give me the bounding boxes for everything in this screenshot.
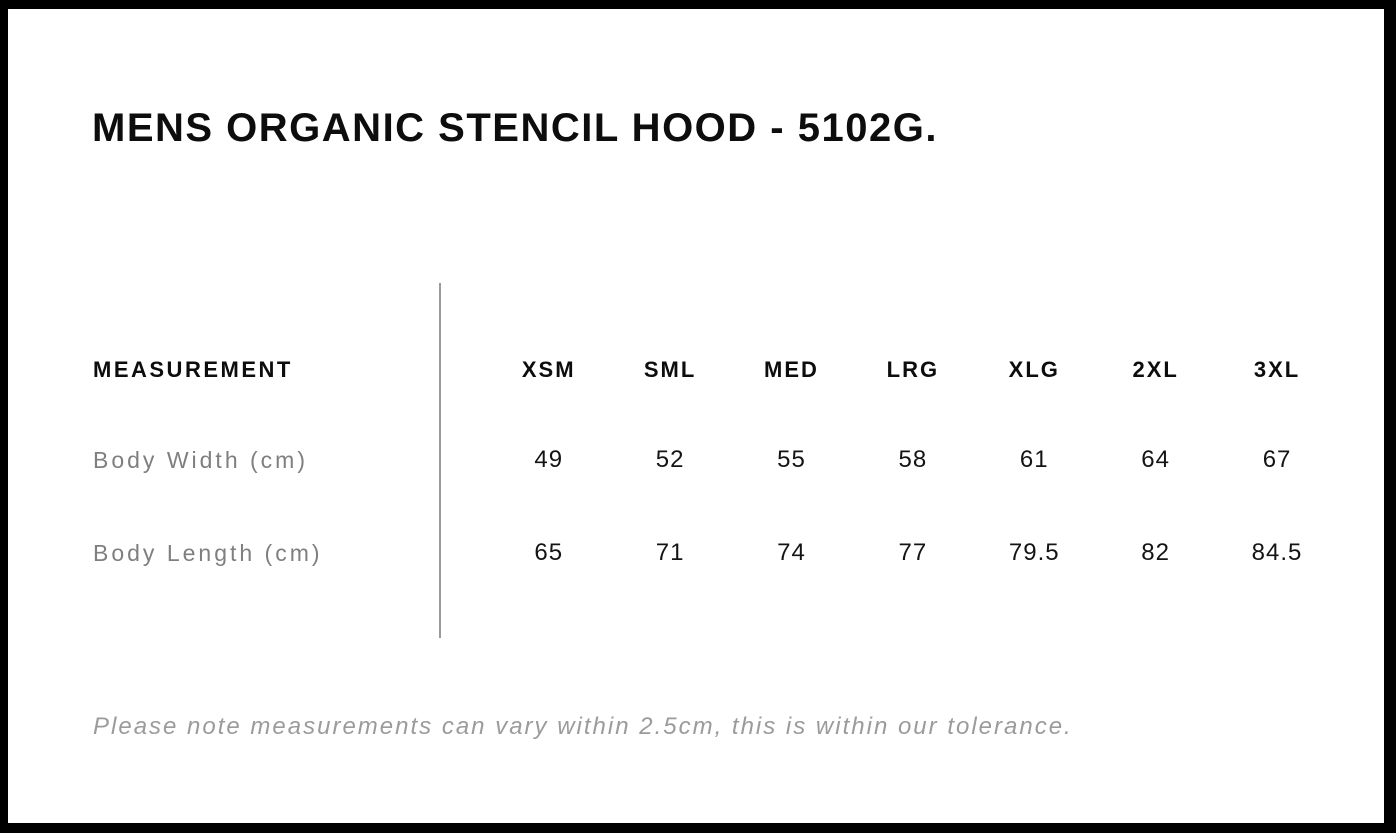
value-cell: 82 bbox=[1141, 539, 1170, 566]
value-cell: 79.5 bbox=[1008, 539, 1060, 566]
size-table bbox=[93, 283, 1339, 638]
value-cell: 84.5 bbox=[1251, 539, 1303, 566]
value-cell: 71 bbox=[655, 539, 685, 566]
value-cell: 74 bbox=[777, 539, 806, 566]
size-header-xsm: XSM bbox=[521, 357, 576, 382]
page-title: MENS ORGANIC STENCIL HOOD - 5102G. bbox=[92, 106, 938, 150]
value-cell: 64 bbox=[1141, 446, 1170, 473]
size-header-3xl: 3XL bbox=[1253, 357, 1301, 382]
size-header-med: MED bbox=[764, 357, 819, 382]
value-cell: 77 bbox=[898, 539, 928, 566]
value-cell: 52 bbox=[655, 446, 685, 473]
value-cell: 61 bbox=[1019, 446, 1049, 473]
row-label-body-length: Body Length (cm) bbox=[93, 539, 323, 566]
table-header-row bbox=[93, 355, 1339, 385]
table-row-body-length bbox=[93, 538, 1339, 568]
size-header-xlg: XLG bbox=[1008, 357, 1060, 382]
size-header-2xl: 2XL bbox=[1132, 357, 1179, 382]
value-cell: 49 bbox=[534, 446, 564, 473]
size-header-sml: SML bbox=[643, 357, 697, 382]
value-cell: 55 bbox=[777, 446, 806, 473]
value-cell: 65 bbox=[534, 539, 564, 566]
value-cell: 67 bbox=[1262, 446, 1292, 473]
tolerance-note: Please note measurements can vary within 2.5cm, this is within our tolerance. bbox=[93, 713, 1073, 740]
row-label-body-width: Body Width (cm) bbox=[93, 446, 308, 473]
table-row-body-width bbox=[93, 445, 1339, 475]
measurement-column-header: MEASUREMENT bbox=[93, 357, 293, 382]
value-cell: 58 bbox=[898, 446, 928, 473]
table-divider bbox=[439, 283, 441, 638]
size-header-lrg: LRG bbox=[886, 357, 940, 382]
